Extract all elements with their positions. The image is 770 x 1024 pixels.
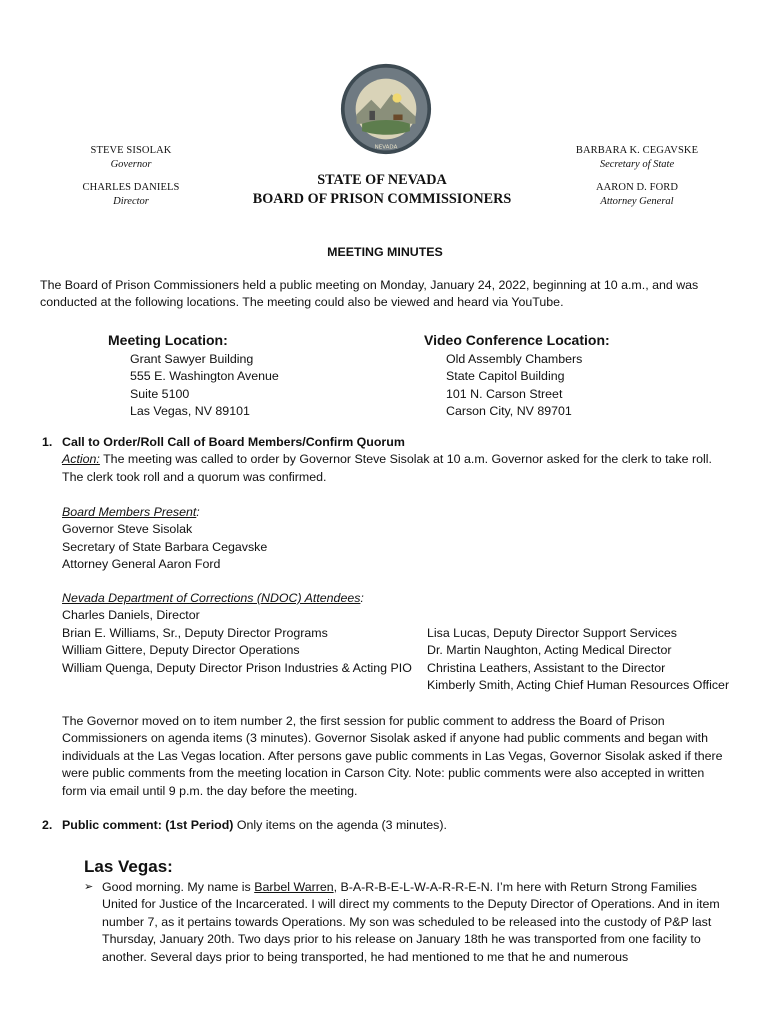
video-location-line: State Capitol Building bbox=[446, 369, 565, 384]
header-governor bbox=[68, 144, 194, 171]
header-attorney-general bbox=[572, 181, 702, 208]
meeting-location-line: Suite 5100 bbox=[130, 386, 190, 401]
secretary-role: Secretary of State bbox=[599, 158, 675, 170]
video-location-heading: Video Conference Location: bbox=[424, 332, 610, 348]
meeting-location-line: 555 E. Washington Avenue bbox=[130, 369, 279, 384]
intro-paragraph: The Board of Prison Commissioners held a public meeting on Monday, January 24, 2022, beginning at 10 a.m., and was conducted at the following locations. The meeting could also be viewed and heard via YouTube. bbox=[40, 278, 699, 310]
meeting-minutes-title: MEETING MINUTES bbox=[327, 245, 443, 259]
section-2-heading: Public comment: (1st Period) bbox=[62, 818, 234, 832]
meeting-location-line: Grant Sawyer Building bbox=[130, 352, 254, 366]
governor-name: STEVE SISOLAK bbox=[90, 145, 172, 156]
ndoc-heading bbox=[62, 590, 732, 607]
board-member: Governor Steve Sisolak bbox=[62, 522, 193, 537]
section-2-number: 2. bbox=[42, 818, 53, 832]
director-name: CHARLES DANIELS bbox=[82, 182, 180, 193]
ndoc-attendee-columns bbox=[62, 607, 732, 694]
board-member: Attorney General Aaron Ford bbox=[62, 557, 221, 572]
section-2-text: Only items on the agenda (3 minutes). bbox=[233, 818, 447, 832]
video-location-line: Old Assembly Chambers bbox=[446, 352, 583, 366]
ndoc-attendees-right bbox=[427, 607, 732, 694]
section-1-action bbox=[42, 451, 732, 486]
seal-label: NEVADA bbox=[374, 144, 398, 151]
arrow-bullet-icon: ➢ bbox=[84, 881, 94, 893]
board-member: Secretary of State Barbara Cegavske bbox=[62, 539, 268, 554]
section-1-number: 1. bbox=[42, 435, 53, 449]
secretary-name: BARBARA K. CEGAVSKE bbox=[575, 145, 699, 156]
board-members-present bbox=[62, 504, 442, 574]
board-members-heading bbox=[62, 504, 442, 521]
ndoc-attendee: Charles Daniels, Director bbox=[62, 608, 200, 623]
action-label: Action: bbox=[62, 452, 100, 467]
ndoc-heading-text: Nevada Department of Corrections (NDOC) Attendees bbox=[62, 591, 361, 605]
header-secretary-of-state bbox=[572, 144, 702, 171]
ndoc-attendee: William Quenga, Deputy Director Prison Industries & Acting PIO bbox=[62, 660, 412, 675]
board-members-heading-text: Board Members Present bbox=[62, 505, 197, 519]
section-2 bbox=[42, 817, 732, 834]
board-members-colon: : bbox=[196, 505, 200, 519]
video-location-line: 101 N. Carson Street bbox=[446, 386, 563, 401]
meeting-location-line: Las Vegas, NV 89101 bbox=[130, 404, 250, 419]
attorney-general-role: Attorney General bbox=[600, 195, 674, 207]
director-role: Director bbox=[113, 195, 149, 207]
ndoc-attendee: Brian E. Williams, Sr., Deputy Director Programs bbox=[62, 625, 328, 640]
ndoc-attendees bbox=[62, 590, 732, 694]
meeting-location bbox=[108, 331, 398, 421]
comment-body: , B-A-R-B-E-L-W-A-R-R-E-N. I’m here with Return Strong Families United for Justice of the Incarcerated. I will direct my comments to the Deputy Director of Operations. And in item number 7, as it pertains towards Operations. My son was scheduled to be released into the custody of P&P last Thursday, January 20th. Two days prior to his release on January 18th he was transported from one facility to another. Several days prior to being transported, he had mentioned to me that he and numerous bbox=[102, 880, 720, 964]
title-state: STATE OF NEVADA bbox=[317, 172, 447, 188]
letterhead-title bbox=[232, 171, 532, 209]
las-vegas-heading: Las Vegas: bbox=[84, 857, 173, 876]
header-director bbox=[68, 181, 194, 208]
action-text: The meeting was called to order by Governor Steve Sisolak at 10 a.m. Governor asked for the clerk to take roll. The clerk took roll and a quorum was confirmed. bbox=[62, 452, 712, 484]
commenter-name: Barbel Warren bbox=[254, 880, 334, 894]
ndoc-attendee: Lisa Lucas, Deputy Director Support Services bbox=[427, 625, 677, 640]
state-seal-image bbox=[340, 63, 432, 155]
governor-public-comment-paragraph: The Governor moved on to item number 2, the first session for public comment to address the Board of Prison Commissioners on agenda items (3 minutes). Governor Sisolak asked if anyone had public comments and began with individuals at the Las Vegas location. After persons gave public comments in Las Vegas, Governor Sisolak asked if there were public comments from the meeting location in Carson City. Note: public comments were also accepted in written form via email until 9 p.m. the day before the meeting. bbox=[62, 714, 723, 798]
comment-intro: Good morning. My name is bbox=[102, 880, 255, 894]
ndoc-attendee: Dr. Martin Naughton, Acting Medical Director bbox=[427, 643, 672, 658]
ndoc-heading-colon: : bbox=[360, 591, 364, 605]
section-1-title: Call to Order/Roll Call of Board Members/Confirm Quorum bbox=[62, 435, 405, 449]
public-comment-text bbox=[102, 879, 724, 966]
section-1 bbox=[42, 434, 732, 486]
title-board: BOARD OF PRISON COMMISSIONERS bbox=[252, 191, 512, 207]
public-comment-item bbox=[84, 879, 724, 966]
video-location-line: Carson City, NV 89701 bbox=[446, 404, 572, 419]
video-conference-location bbox=[424, 331, 714, 421]
ndoc-attendee: Christina Leathers, Assistant to the Director bbox=[427, 660, 666, 675]
ndoc-attendees-left bbox=[62, 607, 427, 694]
meeting-location-heading: Meeting Location: bbox=[108, 332, 228, 348]
ndoc-attendee: William Gittere, Deputy Director Operations bbox=[62, 643, 300, 658]
attorney-general-name: AARON D. FORD bbox=[595, 182, 679, 193]
ndoc-attendee: Kimberly Smith, Acting Chief Human Resources Officer bbox=[427, 678, 730, 693]
section-1-heading bbox=[42, 434, 732, 451]
governor-role: Governor bbox=[110, 158, 152, 170]
